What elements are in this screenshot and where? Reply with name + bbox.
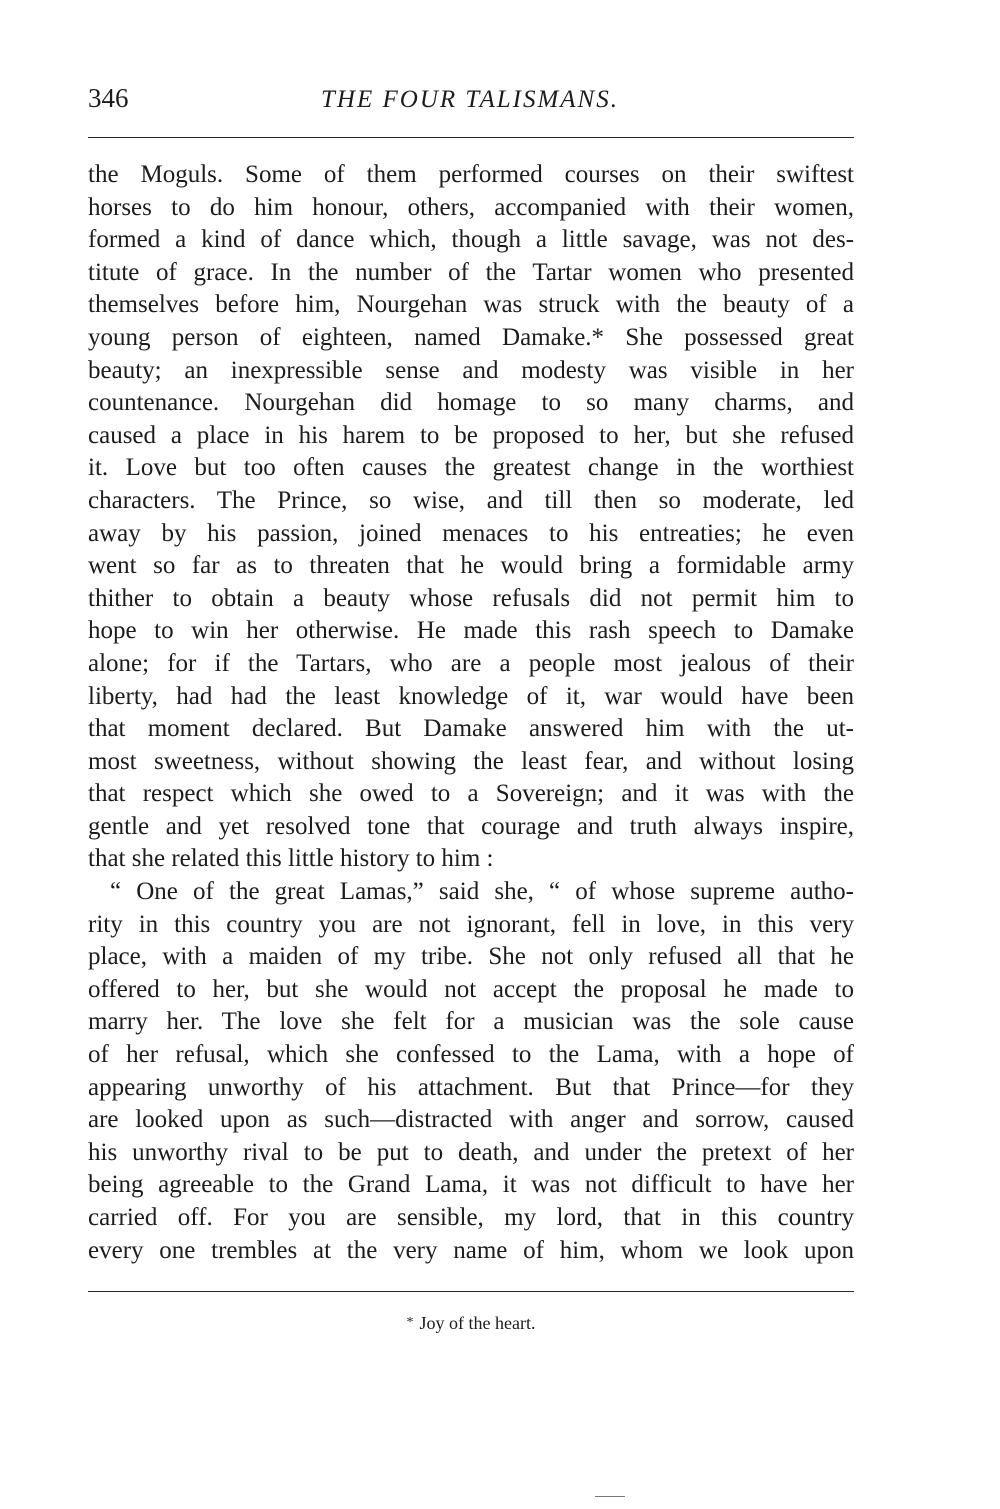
footnote-marker: * <box>406 1315 414 1330</box>
text-line: being agreeable to the Grand Lama, it was not difficult to have her <box>88 1171 854 1199</box>
text-line: that moment declared. But Damake answered him with the ut- <box>88 715 854 743</box>
text-line: are looked upon as such—distracted with anger and sorrow, caused <box>88 1106 854 1134</box>
text-line: appearing unworthy of his attachment. But that Prince—for they <box>88 1073 854 1101</box>
text-line: most sweetness, without showing the least fear, and without losing <box>88 747 854 775</box>
text-line: rity in this country you are not ignorant, fell in love, in this very <box>88 910 854 938</box>
text-line: hope to win her otherwise. He made this rash speech to Damake <box>88 617 854 645</box>
text-line: beauty; an inexpressible sense and modesty was visible in her <box>88 356 854 384</box>
text-line: titute of grace. In the number of the Tartar women who presented <box>88 258 854 286</box>
text-line: gentle and yet resolved tone that courage and truth always inspire, <box>88 812 854 840</box>
text-line: place, with a maiden of my tribe. She not only refused all that he <box>88 943 854 971</box>
footnote-rule <box>88 1291 854 1292</box>
text-line: marry her. The love she felt for a musician was the sole cause <box>88 1008 854 1036</box>
text-line: alone; for if the Tartars, who are a people most jealous of their <box>88 649 854 677</box>
text-line: caused a place in his harem to be proposed to her, but she refused <box>88 421 854 449</box>
text-line: formed a kind of dance which, though a little savage, was not des- <box>88 226 854 254</box>
page-edge-mark <box>595 1496 625 1497</box>
text-line: that she related this little history to him : <box>88 845 494 873</box>
text-line: countenance. Nourgehan did homage to so many charms, and <box>88 389 854 417</box>
body-text <box>88 159 854 1267</box>
header-rule <box>88 137 854 138</box>
text-line: offered to her, but she would not accept the proposal he made to <box>88 975 854 1003</box>
text-line: liberty, had had the least knowledge of it, war would have been <box>88 682 854 710</box>
text-line: that respect which she owed to a Sovereign; and it was with the <box>88 780 854 808</box>
text-line: young person of eighteen, named Damake.* She possessed great <box>88 323 854 351</box>
text-line: carried off. For you are sensible, my lord, that in this country <box>88 1204 854 1231</box>
text-line: thither to obtain a beauty whose refusals did not permit him to <box>88 584 854 612</box>
text-line: “ One of the great Lamas,” said she, “ of whose supreme autho- <box>110 878 854 906</box>
text-line: the Moguls. Some of them performed courses on their swiftest <box>88 161 854 188</box>
text-line: went so far as to threaten that he would bring a formidable army <box>88 552 854 580</box>
footnote <box>88 1310 854 1336</box>
text-line: every one trembles at the very name of him, whom we look upon <box>88 1236 854 1264</box>
footnote-text: Joy of the heart. <box>419 1313 536 1333</box>
text-line: horses to do him honour, others, accompanied with their women, <box>88 193 854 221</box>
text-line: of her refusal, which she confessed to the Lama, with a hope of <box>88 1041 854 1069</box>
text-line: it. Love but too often causes the greatest change in the worthiest <box>88 454 854 482</box>
text-line: his unworthy rival to be put to death, and under the pretext of her <box>88 1138 854 1166</box>
page-number: 346 <box>88 83 129 113</box>
text-line: away by his passion, joined menaces to his entreaties; he even <box>88 519 854 547</box>
text-line: themselves before him, Nourgehan was struck with the beauty of a <box>88 291 854 319</box>
running-title: THE FOUR TALISMANS. <box>321 86 619 113</box>
text-line: characters. The Prince, so wise, and till then so moderate, led <box>88 486 854 514</box>
